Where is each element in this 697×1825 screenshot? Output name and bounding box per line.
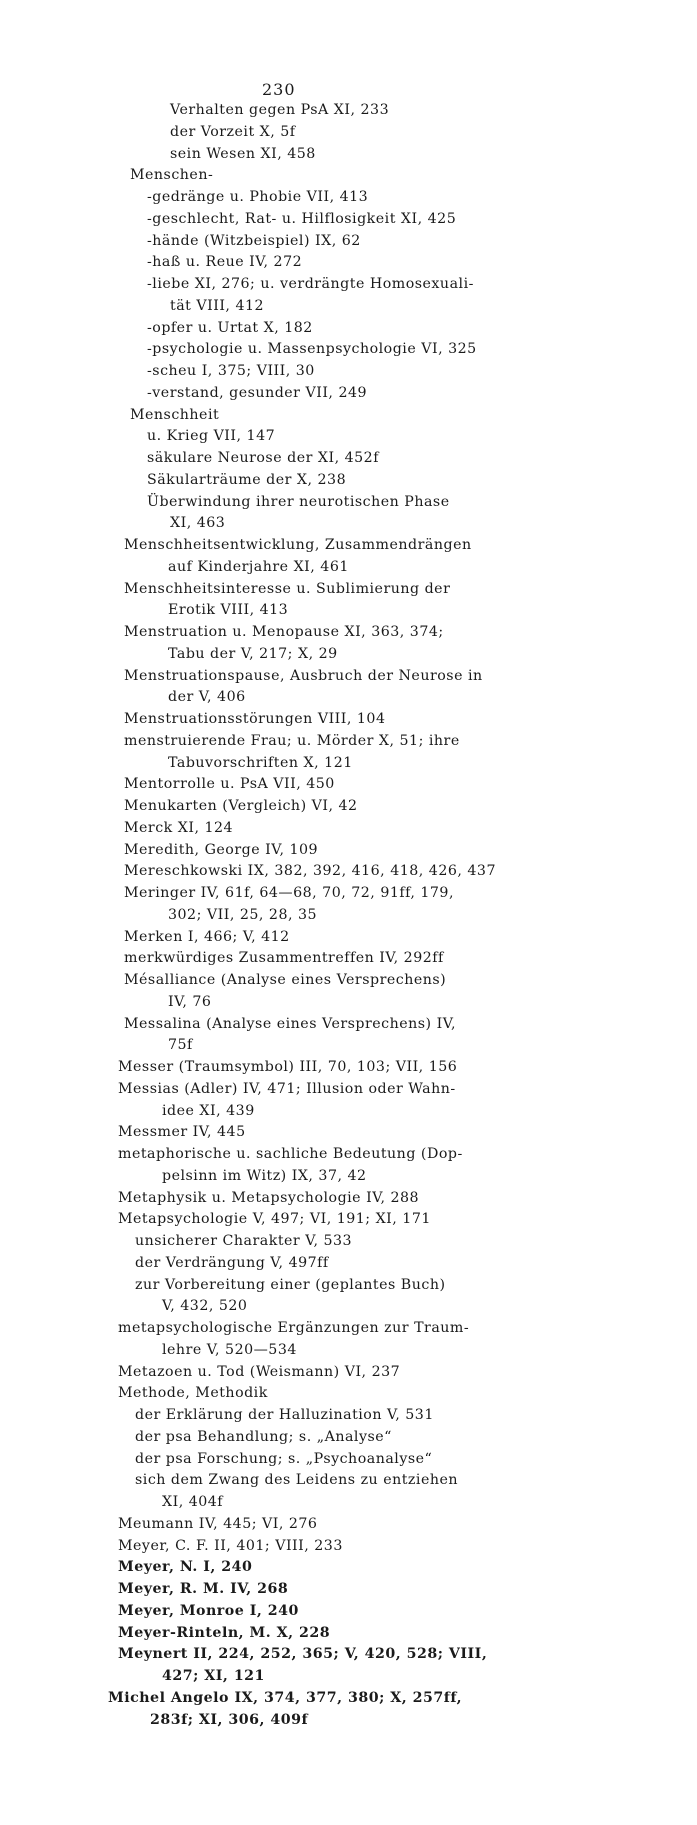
index-line: Tabu der V, 217; X, 29 <box>168 645 338 662</box>
index-line: XI, 463 <box>170 515 226 532</box>
index-line: Meyer, N. I, 240 <box>118 1559 253 1576</box>
index-line: 283f; XI, 306, 409f <box>150 1711 309 1728</box>
index-line: unsicherer Charakter V, 533 <box>135 1233 353 1249</box>
index-line: idee XI, 439 <box>162 1102 255 1119</box>
index-line: Mentorrolle u. PsA VII, 450 <box>124 776 335 793</box>
index-line: V, 432, 520 <box>162 1298 248 1315</box>
index-line: Menschheitsentwicklung, Zusammendrängen <box>124 537 472 553</box>
index-line: Meyer, C. F. II, 401; VIII, 233 <box>118 1537 343 1554</box>
index-line: metaphorische u. sachliche Bedeutung (Dop- <box>118 1146 463 1162</box>
index-line: Merck XI, 124 <box>124 819 234 836</box>
index-line: Messias (Adler) IV, 471; Illusion oder Wahn- <box>118 1080 456 1097</box>
index-line: XI, 404f <box>162 1494 224 1510</box>
index-line: -scheu I, 375; VIII, 30 <box>147 363 315 379</box>
index-line: -gedränge u. Phobie VII, 413 <box>147 189 369 205</box>
index-line: 75f <box>168 1037 193 1054</box>
index-line: zur Vorbereitung einer (geplantes Buch) <box>135 1276 446 1293</box>
index-line: Mereschkowski IX, 382, 392, 416, 418, 426, 437 <box>124 863 496 880</box>
index-line: Meyer, Monroe I, 240 <box>118 1602 299 1619</box>
index-line: Mésalliance (Analyse eines Versprechens) <box>124 972 447 988</box>
index-line: Meynert II, 224, 252, 365; V, 420, 528; VIII, <box>118 1646 488 1663</box>
index-line: -verstand, gesunder VII, 249 <box>147 384 368 401</box>
index-line: Messer (Traumsymbol) III, 70, 103; VII, 156 <box>118 1059 458 1075</box>
index-line: Merken I, 466; V, 412 <box>124 928 290 945</box>
index-line: Überwindung ihrer neurotischen Phase <box>147 493 450 510</box>
index-line: der psa Behandlung; s. „Analyse“ <box>135 1428 392 1445</box>
index-line: Meringer IV, 61f, 64—68, 70, 72, 91ff, 179, <box>124 885 454 901</box>
index-line: pelsinn im Witz) IX, 37, 42 <box>162 1167 367 1184</box>
index-line: Metaphysik u. Metapsychologie IV, 288 <box>118 1189 420 1206</box>
index-line: Verhalten gegen PsA XI, 233 <box>170 102 390 118</box>
index-line: Methode, Methodik <box>118 1385 268 1402</box>
index-line: Messalina (Analyse eines Versprechens) IV, <box>124 1015 456 1032</box>
index-line: -opfer u. Urtat X, 182 <box>147 319 313 336</box>
index-line: der V, 406 <box>168 689 246 706</box>
index-column <box>0 100 697 1731</box>
index-line: -geschlecht, Rat- u. Hilflosigkeit XI, 425 <box>147 210 457 227</box>
index-line: der Erklärung der Halluzination V, 531 <box>135 1407 434 1423</box>
index-line: der Verdrängung V, 497ff <box>135 1254 329 1271</box>
index-line: -liebe XI, 276; u. verdrängte Homosexuali- <box>147 276 474 292</box>
index-line: auf Kinderjahre XI, 461 <box>168 558 349 575</box>
index-line: Messmer IV, 445 <box>118 1124 246 1141</box>
index-line: Metapsychologie V, 497; VI, 191; XI, 171 <box>118 1211 431 1228</box>
index-line: Meyer, R. M. IV, 268 <box>118 1581 289 1597</box>
index-line: sich dem Zwang des Leidens zu entziehen <box>135 1472 459 1489</box>
index-line: Menstruationspause, Ausbruch der Neurose in <box>124 667 483 684</box>
index-line: tät VIII, 412 <box>170 297 265 314</box>
index-line: metapsychologische Ergänzungen zur Traum- <box>118 1320 470 1336</box>
index-line: Menukarten (Vergleich) VI, 42 <box>124 798 358 814</box>
index-line: sein Wesen XI, 458 <box>170 145 316 162</box>
index-line: -hände (Witzbeispiel) IX, 62 <box>147 232 361 249</box>
index-line: Meumann IV, 445; VI, 276 <box>118 1515 318 1532</box>
index-line: IV, 76 <box>168 993 212 1010</box>
index-line: lehre V, 520—534 <box>162 1341 297 1358</box>
index-line: Michel Angelo IX, 374, 377, 380; X, 257ff, <box>108 1689 463 1706</box>
index-line: Säkularträume der X, 238 <box>147 471 347 488</box>
index-line: -psychologie u. Massenpsychologie VI, 325 <box>147 341 477 358</box>
index-line: u. Krieg VII, 147 <box>147 428 276 445</box>
index-line: Menschheit <box>130 406 220 423</box>
index-line: Menstruationsstörungen VIII, 104 <box>124 711 386 727</box>
index-line: -haß u. Reue IV, 272 <box>147 254 303 271</box>
index-line: merkwürdiges Zusammentreffen IV, 292ff <box>124 950 444 967</box>
index-line: Tabuvorschriften X, 121 <box>168 754 353 771</box>
index-line: Menschen- <box>130 167 214 184</box>
index-line: Menstruation u. Menopause XI, 363, 374; <box>124 624 444 640</box>
index-line: der psa Forschung; s. „Psychoanalyse“ <box>135 1450 433 1467</box>
index-line: säkulare Neurose der XI, 452f <box>147 450 379 466</box>
index-line: 302; VII, 25, 28, 35 <box>168 906 318 923</box>
index-line: der Vorzeit X, 5f <box>170 123 296 140</box>
index-line: Metazoen u. Tod (Weismann) VI, 237 <box>118 1363 401 1380</box>
index-line: 427; XI, 121 <box>162 1668 265 1684</box>
index-line: Meyer-Rinteln, M. X, 228 <box>118 1624 331 1641</box>
index-line: Erotik VIII, 413 <box>168 602 289 619</box>
index-line: Meredith, George IV, 109 <box>124 841 319 858</box>
index-line: Menschheitsinteresse u. Sublimierung der <box>124 580 451 597</box>
page-number: 230 <box>262 80 296 99</box>
index-line: menstruierende Frau; u. Mörder X, 51; ihre <box>124 732 460 749</box>
